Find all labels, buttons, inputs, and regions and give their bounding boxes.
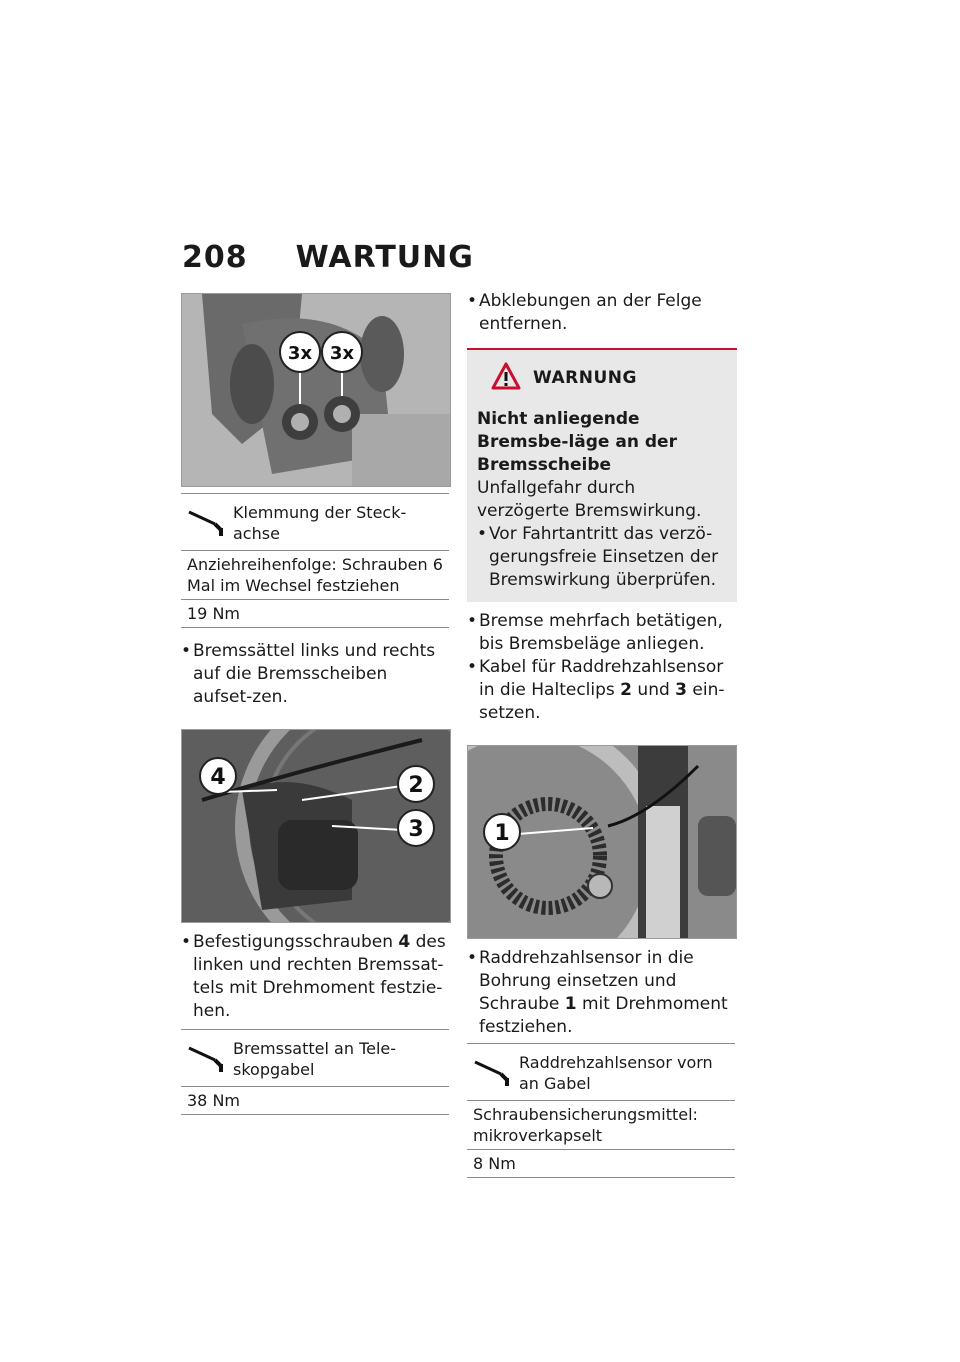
ref-number: 4 xyxy=(398,932,411,952)
warning-bullet-text: Vor Fahrtantritt das verzö-gerungsfreie Einsetzen der Bremswirkung überprüfen. xyxy=(489,524,719,590)
bullet-text: Raddrehzahlsensor in die Bohrung einsetzen und Schraube xyxy=(479,948,694,1014)
photo1-label-a: 3x xyxy=(287,343,313,364)
ref-number: 1 xyxy=(564,994,577,1014)
photo-axle-clamp xyxy=(181,293,451,487)
spec-table-caliper xyxy=(181,1029,449,1115)
photo1-label-b: 3x xyxy=(329,343,355,364)
torque-wrench-icon xyxy=(185,502,233,544)
list-item: • Kabel für Raddrehzahlsensor in die Halteclips 2 und 3 ein-setzen. xyxy=(467,657,725,723)
warning-box xyxy=(467,348,737,602)
chapter-title: WARTUNG xyxy=(295,240,474,275)
right-column xyxy=(467,290,737,1178)
list-item: • Raddrehzahlsensor in die Bohrung einsetzen und Schraube 1 mit Drehmoment festziehen. xyxy=(467,948,728,1037)
spec-table-wheel-sensor xyxy=(467,1043,735,1178)
bullet-text: Bremssättel links und rechts auf die Bremsscheiben aufset-zen. xyxy=(193,641,436,707)
ref-number: 2 xyxy=(620,680,633,700)
spec-title: Klemmung der Steck-achse xyxy=(233,503,407,543)
warning-title: WARNUNG xyxy=(533,368,637,388)
warning-text: Unfallgefahr durch verzögerte Bremswirkung. xyxy=(477,478,702,521)
spec-row: Anziehreihenfolge: Schrauben 6 Mal im Wechsel festziehen xyxy=(181,551,449,600)
list-item: • Befestigungsschrauben 4 des linken und rechten Bremssat-tels mit Drehmoment festzie-hen. xyxy=(181,932,446,1021)
spec-row: 8 Nm xyxy=(473,1154,516,1173)
warning-subtitle: Nicht anliegende Bremsbe-läge an der Bremsscheibe xyxy=(477,409,677,475)
list-item: • Abklebungen an der Felge entfernen. xyxy=(467,290,737,336)
left-column xyxy=(181,293,451,1115)
bullet-text: und xyxy=(632,680,676,700)
bullet-text: mit Drehmoment festziehen. xyxy=(479,994,728,1037)
page-header xyxy=(182,240,474,280)
spec-title: Raddrehzahlsensor vorn an Gabel xyxy=(519,1053,713,1093)
page-number: 208 xyxy=(182,240,248,275)
bullet-text: Bremse mehrfach betätigen, bis Bremsbeläge anliegen. xyxy=(479,611,723,654)
torque-wrench-icon xyxy=(471,1052,519,1094)
spec-title: Bremssattel an Tele-skopgabel xyxy=(233,1039,397,1079)
photo-brake-caliper xyxy=(181,729,451,923)
photo-wheel-sensor xyxy=(467,745,737,939)
warning-triangle-icon xyxy=(491,362,521,394)
spec-row: Schraubensicherungsmittel: mikroverkapselt xyxy=(467,1101,735,1150)
bullet-text: ein-setzen. xyxy=(479,680,725,723)
spec-row: 19 Nm xyxy=(187,604,240,623)
ref-number: 3 xyxy=(675,680,688,700)
photo2-label-2: 2 xyxy=(408,773,424,798)
photo2-label-3: 3 xyxy=(408,817,424,842)
torque-wrench-icon xyxy=(185,1038,233,1080)
warning-bullet: • Vor Fahrtantritt das verzö-gerungsfreie Einsetzen der Bremswirkung überprüfen. xyxy=(477,523,727,592)
bullet-text: Kabel für Raddrehzahlsensor in die Halteclips xyxy=(479,657,724,700)
bullet-text: des linken und rechten Bremssat-tels mit Drehmoment festzie-hen. xyxy=(193,932,446,1021)
spec-table-axle-clamp xyxy=(181,493,449,628)
photo3-label-1: 1 xyxy=(494,821,510,846)
spec-row: 38 Nm xyxy=(187,1091,240,1110)
photo2-label-4: 4 xyxy=(210,765,226,790)
bullet-text: Befestigungsschrauben xyxy=(193,932,399,952)
list-item: • Bremssättel links und rechts auf die Bremsscheiben aufset-zen. xyxy=(181,640,451,709)
bullet-text: Abklebungen an der Felge entfernen. xyxy=(479,291,702,334)
list-item: • Bremse mehrfach betätigen, bis Bremsbeläge anliegen. xyxy=(467,610,737,656)
